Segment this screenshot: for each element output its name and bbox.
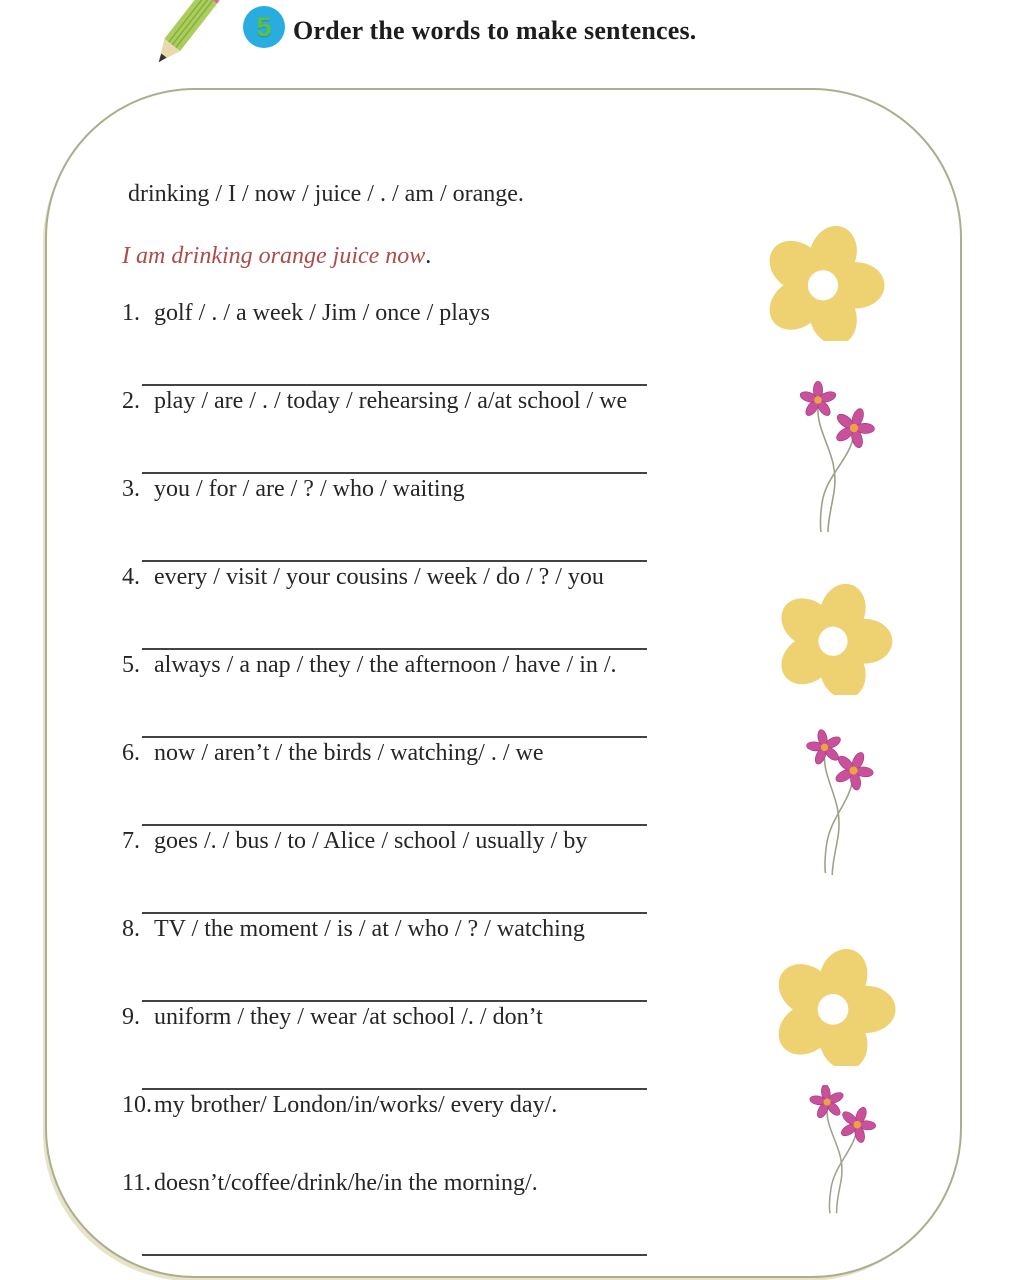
- item-text: always / a nap / they / the afternoon / have / in /.: [154, 652, 617, 678]
- exercise-item: [122, 650, 722, 680]
- item-number: 6.: [122, 740, 140, 766]
- exercise-title: Order the words to make sentences.: [293, 16, 697, 45]
- exercise-item: [122, 298, 722, 328]
- item-text: TV / the moment / is / at / who / ? / watching: [154, 916, 585, 942]
- exercise-item: [122, 386, 722, 416]
- yellow-flower-icon: [768, 948, 898, 1066]
- exercise-item: [122, 738, 722, 768]
- worksheet-content: [122, 179, 722, 1256]
- answer-blank-line[interactable]: [142, 1254, 647, 1256]
- pencil-icon: [142, 0, 233, 77]
- item-number: 1.: [122, 300, 140, 326]
- exercise-item: [122, 1002, 722, 1032]
- exercise-item: [122, 1168, 722, 1198]
- exercise-item: [122, 914, 722, 944]
- pink-flowers-icon: [790, 728, 890, 878]
- exercise-number: 5: [256, 11, 272, 42]
- item-number: 11.: [122, 1170, 152, 1196]
- exercise-item: [122, 474, 722, 504]
- example-answer: [122, 241, 722, 271]
- yellow-flower-icon: [760, 225, 886, 341]
- item-text: play / are / . / today / rehearsing / a/at school / we: [154, 388, 628, 414]
- item-text: goes /. / bus / to / Alice / school / usually / by: [154, 828, 588, 854]
- item-number: 7.: [122, 828, 140, 854]
- exercise-list: [122, 298, 722, 1256]
- pink-flowers-icon: [798, 1085, 894, 1217]
- item-number: 8.: [122, 916, 140, 942]
- example-answer-text: I am drinking orange juice now: [122, 243, 426, 269]
- item-text: you / for / are / ? / who / waiting: [154, 476, 465, 502]
- exercise-item: [122, 562, 722, 592]
- item-number: 2.: [122, 388, 140, 414]
- example-answer-period: .: [425, 243, 432, 269]
- exercise-number-badge: [243, 6, 285, 48]
- item-text: every / visit / your cousins / week / do / ? / you: [154, 564, 604, 590]
- pink-flowers-icon: [788, 380, 888, 535]
- yellow-flower-icon: [770, 583, 896, 695]
- item-text: my brother/ London/in/works/ every day/.: [154, 1092, 558, 1118]
- item-number: 4.: [122, 564, 140, 590]
- item-text: doesn’t/coffee/drink/he/in the morning/.: [154, 1170, 538, 1196]
- item-number: 3.: [122, 476, 140, 502]
- item-number: 10.: [122, 1092, 152, 1118]
- item-text: uniform / they / wear /at school /. / don’t: [154, 1004, 543, 1030]
- item-text: now / aren’t / the birds / watching/ . / we: [154, 740, 544, 766]
- example-scrambled: drinking / I / now / juice / . / am / orange.: [128, 181, 524, 207]
- item-text: golf / . / a week / Jim / once / plays: [154, 300, 490, 326]
- item-number: 5.: [122, 652, 140, 678]
- exercise-item: [122, 826, 722, 856]
- item-number: 9.: [122, 1004, 140, 1030]
- exercise-item: [122, 1090, 722, 1120]
